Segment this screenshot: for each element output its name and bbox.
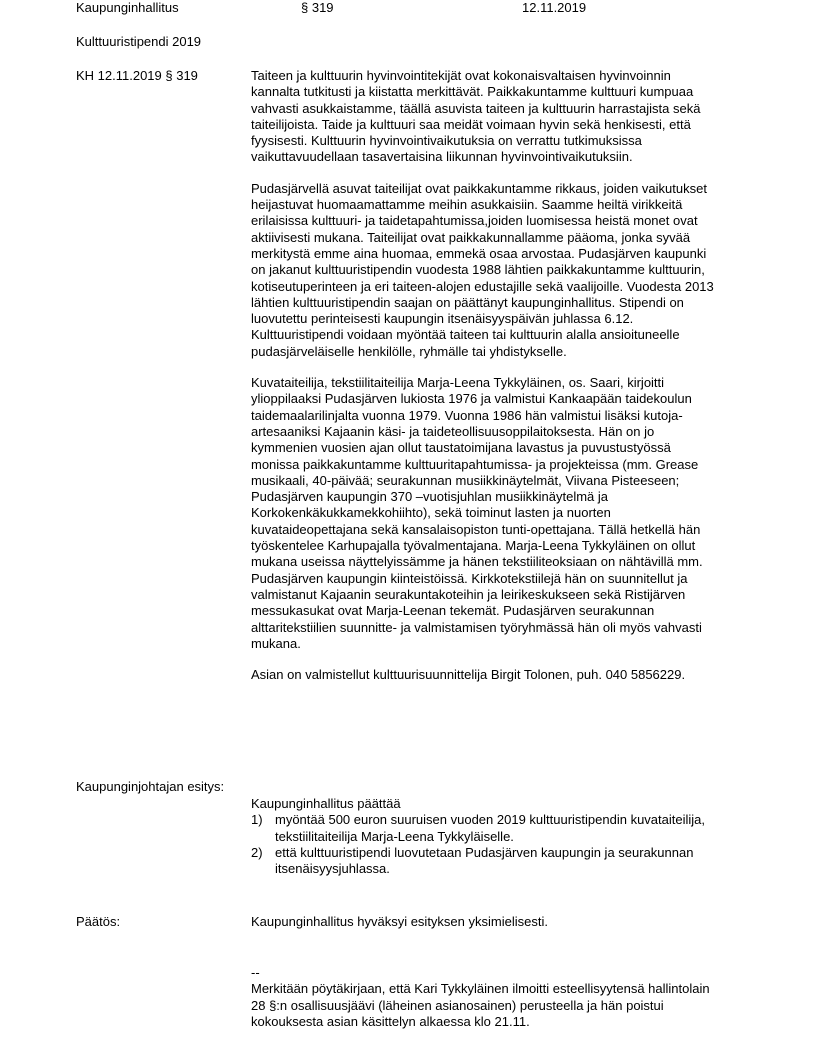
note-text: Merkitään pöytäkirjaan, että Kari Tykkyläinen ilmoitti esteellisyytensä hallintolain 28 §:n osallisuusjäävi (läheinen asianosainen) perusteella ja hän poistui kokouksesta asian käsittelyn alkaessa klo 21.11. xyxy=(251,981,710,1029)
paragraph-intro: Taiteen ja kulttuurin hyvinvointitekijät ovat kokonaisvaltaisen hyvinvoinnin kannalta tutkitusti ja kiistatta merkittävät. Paikkakuntamme kulttuuri kumpuaa vahvasti asukkaistamme, täällä asuvista taiteen ja kulttuurin harrastajista sekä taiteilijoista. Taide ja kulttuuri saa meidät voimaan hyvin sekä henkisesti, että fyysisesti. Kulttuurin hyvinvointivaikutuksia on verrattu tutkimuksissa vaikuttavuudellaan tasavertaisina liikunnan hyvinvointivaikutuksiin. xyxy=(251,68,701,165)
note-block xyxy=(251,965,721,1030)
header-section: § 319 xyxy=(301,0,334,15)
proposal-item-text: että kulttuuristipendi luovutetaan Pudasjärven kaupungin ja seurakunnan itsenäisyysjuhlassa. xyxy=(275,844,694,877)
proposal-item-text: myöntää 500 euron suuruisen vuoden 2019 kulttuuristipendin kuvataiteilija, tekstiilitaiteilija Marja-Leena Tykkyläiselle. xyxy=(275,812,706,844)
proposal-item-number: 2) xyxy=(251,844,263,860)
note-dash: -- xyxy=(251,965,260,980)
header-date: 12.11.2019 xyxy=(522,0,587,15)
main-body xyxy=(251,68,721,698)
paragraph-recipient: Kuvataiteilija, tekstiilitaiteilija Marja-Leena Tykkyläinen, os. Saari, kirjoitti ylioppilaaksi Pudasjärven lukiosta 1976 ja valmistui Kankaapään taidekoulun taidemaalarilinjalta vuonna 1979. Vuonna 1986 hän valmistui lisäksi kutoja-artesaaniksi Kajaanin käsi- ja taideteollisuusoppilaitoksesta. Hän on jo kymmenien vuosien ajan ollut taustatoimijana lavastus ja puvustustyössä monissa paikkakuntamme kulttuuritapahtumissa- ja projekteissa (mm. Grease musikaali, 40-päivää; seurakunnan musiikkinäytelmät, Viivana Pisteeseen; Pudasjärven kaupungin 370 –vuotisjuhlan musiikkinäytelmä ja Korkokenkäkukkamekkohiihto), sekä toiminut lasten ja nuorten kuvataideopettajana sekä kansalaisopiston tunti-opettajana. Tällä hetkellä hän työskentelee Karhupajalla työvalmentajana. Marja-Leena Tykkyläinen on ollut mukana useissa näyttelyissämme ja hänen tekstiiliteoksiaan on nähtävillä mm. Pudasjärven kaupungin kiinteistöissä. Kirkkotekstiilejä hän on suunnitellut ja valmistanut Kajaanin seurakuntakoteihin ja leirikeskukseen sekä Ristijärven messukasukat ovat Marja-Leenan tekemät. Pudasjärven seurakunnan alttaritekstiilien suunnitte- ja valmistamisen työryhmässä hän oli myös vahvasti mukana. xyxy=(251,375,703,651)
proposal-list xyxy=(251,812,721,877)
proposal-item xyxy=(251,845,721,878)
paragraph-preparer: Asian on valmistellut kulttuurisuunnittelija Birgit Tolonen, puh. 040 5856229. xyxy=(251,667,686,683)
decision-label: Päätös: xyxy=(76,914,121,929)
meeting-reference: KH 12.11.2019 § 319 xyxy=(76,68,198,83)
proposal-item xyxy=(251,812,721,845)
paragraph-artists: Pudasjärvellä asuvat taiteilijat ovat paikkakuntamme rikkaus, joiden vaikutukset heijastuvat huomaamattamme meihin asukkaisiin. Saamme heiltä virikkeitä erilaisissa kulttuuri- ja taidetapahtumissa,joiden luomisessa heistä monet ovat aktiivisesti mukana. Taiteilijat ovat paikkakunnallamme pääoma, jonka syvää merkitystä emme aina huomaa, emmekä osaa arvostaa. Pudasjärven kaupunki on jakanut kulttuuristipendin vuodesta 1988 lähtien paikkakuntamme kulttuurin, kotiseutuperinteen ja eri taiteen-alojen edustajille sekä vaalijoille. Vuodesta 2013 lähtien kulttuuristipendin saajan on päättänyt kaupunginhallitus. Stipendi on luovutettu perinteisesti kaupungin itsenäisyyspäivän juhlassa 6.12. Kulttuuristipendi voidaan myöntää taiteen tai kulttuurin alalla ansioituneelle pudasjärveläiselle henkilölle, ryhmälle tai yhdistykselle. xyxy=(251,180,714,359)
proposal-block xyxy=(251,796,721,877)
proposal-intro: Kaupunginhallitus päättää xyxy=(251,796,401,811)
proposal-item-number: 1) xyxy=(251,812,263,828)
document-title: Kulttuuristipendi 2019 xyxy=(76,34,202,49)
decision-text: Kaupunginhallitus hyväksyi esityksen yksimielisesti. xyxy=(251,914,548,929)
proposal-label: Kaupunginjohtajan esitys: xyxy=(76,779,225,794)
header-body: Kaupunginhallitus xyxy=(76,0,179,15)
